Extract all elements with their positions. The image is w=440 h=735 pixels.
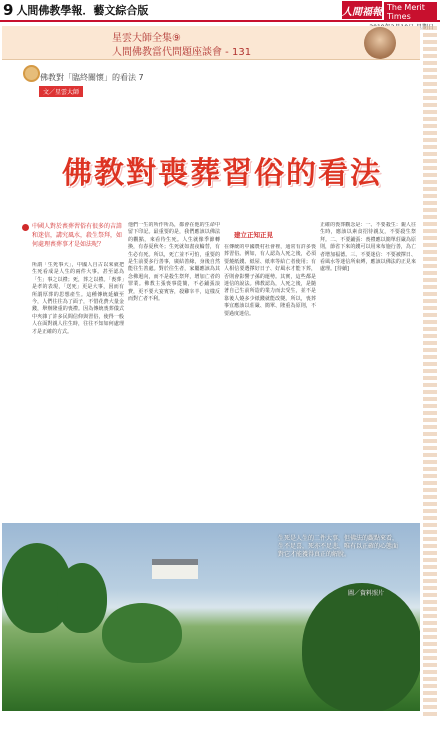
series-banner xyxy=(2,26,420,60)
banner-line-2: 人間佛教當代問題座談會 - 131 xyxy=(112,47,252,58)
farmhouse xyxy=(152,559,198,579)
article-column-1: 所謂「生死事大」，中國人自古以來就把生死看成是人生的兩件大事。甚至認為「生」事之以禮；死，葬之以禮。「喪葬」是孝的表現，「送死」更是大事，因而有所謂厚葬的思想產生。這種傳統延續至今，人們往往為了面子，不惜花費大量金錢，舉辦隆重的喪禮。因為傳統喪葬儀式中夾雜了許多民間信仰與習俗，使得一般人在面對親人往生時，往往不知如何處理才是正確的方式。 xyxy=(32,262,124,335)
newspaper-logo xyxy=(342,1,437,19)
logo-chinese: 人間福報 xyxy=(342,1,382,19)
side-decoration xyxy=(423,26,437,716)
article-column-4: 正確的喪葬觀念是：一、不要殺生：親人往生時，應該以素食招待親友，不要殺生祭拜。二、不要鋪張：喪禮應以簡單莊嚴為原則，節省下來的錢可以用來布施行善，為亡者增加福德。三、不要迷信：不要被擇日、看風水等迷信所束縛，應該以佛法的正見來處理。[待續] xyxy=(320,222,416,273)
logo-english: The Merit Times xyxy=(384,2,437,22)
series-title: 佛教對「臨終關懷」的看法 7 xyxy=(40,73,144,82)
section-subhead: 建立正知正見 xyxy=(234,231,273,239)
article-column-3: 在傳統的中國農村社會裡，通常有許多喪葬習俗。例如，有人認為人死之後，必須要燒紙錢、紙屋、紙車等給亡者使用；有人相信要選擇好日子、好風水才能下葬，否則會影響子孫的運勢。其實，這些都是迷信的說法。佛教認為，人死之後，是隨著自己生前所造的業力而去受生，並不是靠後人燒多少紙錢就能改變。所以，喪葬事宜應該以莊嚴、簡單、隆重為原則，不要過度迷信。 xyxy=(224,244,316,317)
master-portrait xyxy=(364,27,396,59)
page-number: 9 xyxy=(3,1,14,19)
page-header xyxy=(0,0,440,22)
series-dot-icon xyxy=(23,65,40,82)
article-summary: 中國人對於喪葬習俗有很多的吉諱和迷信，講究風水，殺生祭拜，如何處理喪葬事才是如法呢？ xyxy=(32,223,123,248)
section-title: 人間佛教學報．藝文綜合版 xyxy=(16,4,149,17)
article-title: 佛教對喪葬習俗的看法 xyxy=(62,156,382,191)
photo-caption: 生死是人生的二件大事，但佛法的觀點來看，生不足喜，死亦不足悲，唯有以正確的心態面對它才能獲得真正的解脫。 xyxy=(278,535,399,558)
banner-line-1: 星雲大師全集⑨ xyxy=(112,33,181,44)
article-column-2: 他們一生的所作所為，都會在他的生命中留下印記。最重要的是，我們應該以佛法的觀點，來看待生死。人生就像季節轉換，有春夏秋冬；生死就如晝夜輪替，有生必有死。所以，死亡並不可怕，重要的是生前要多行善事，廣結善緣，身後自然能往生善處。對於往生者，家屬應該為其念佛迴向，而不是殺生祭拜，增加亡者的罪業。佛教主張喪事從簡，不必鋪張浪費，更不要大宴賓客，殺雞宰羊，這樣反而對亡者不利。 xyxy=(128,222,220,303)
author-label: 文／星雲大師 xyxy=(39,86,83,97)
photo-credit: 圖／資料照片 xyxy=(348,590,385,597)
